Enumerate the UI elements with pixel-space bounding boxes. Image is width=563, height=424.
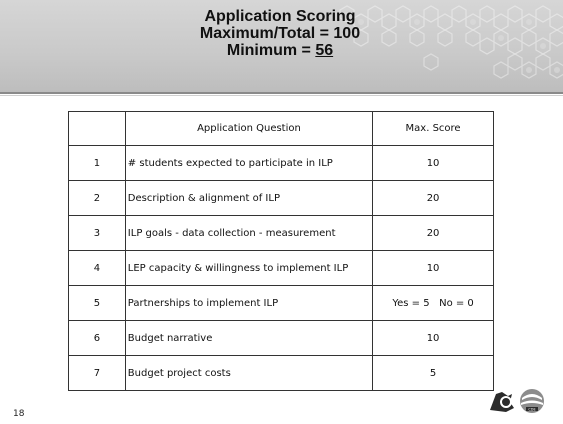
table-row [69,181,494,216]
row-question: Description & alignment of ILP [125,181,372,216]
cde-logo-icon [488,386,548,416]
title-line-2: Maximum/Total = 100 [199,25,361,42]
row-number: 6 [69,321,126,356]
row-score: 10 [373,251,494,286]
table-row [69,321,494,356]
table-header-row [69,112,494,146]
row-score: 10 [373,146,494,181]
scoring-table [68,111,494,391]
logo-text: CDE [528,407,536,412]
row-question: ILP goals - data collection - measurement [125,216,372,251]
header-divider [0,92,563,94]
table-row [69,216,494,251]
column-header-score: Max. Score [373,112,494,146]
table-row [69,356,494,391]
row-number: 1 [69,146,126,181]
row-number: 4 [69,251,126,286]
title-line-1: Application Scoring [204,8,356,25]
row-number: 7 [69,356,126,391]
minimum-value: 56 [315,42,334,59]
minimum-label: Minimum = [226,42,316,59]
row-question: # students expected to participate in ILP [125,146,372,181]
table-row [69,146,494,181]
row-score: Yes = 5 No = 0 [373,286,494,321]
row-score: 10 [373,321,494,356]
table-row [69,251,494,286]
title-line-3 [150,42,410,59]
row-number: 5 [69,286,126,321]
row-question: LEP capacity & willingness to implement ILP [125,251,372,286]
row-score: 20 [373,216,494,251]
row-question: Budget narrative [125,321,372,356]
row-score: 5 [373,356,494,391]
row-question: Partnerships to implement ILP [125,286,372,321]
row-number: 3 [69,216,126,251]
row-score: 20 [373,181,494,216]
slide-header [0,0,563,92]
row-question: Budget project costs [125,356,372,391]
row-number: 2 [69,181,126,216]
table-row [69,286,494,321]
column-header-number [69,112,126,146]
column-header-question: Application Question [125,112,372,146]
slide-title [150,8,410,59]
header-divider-thin [0,95,563,96]
page-number: 18 [13,409,25,419]
